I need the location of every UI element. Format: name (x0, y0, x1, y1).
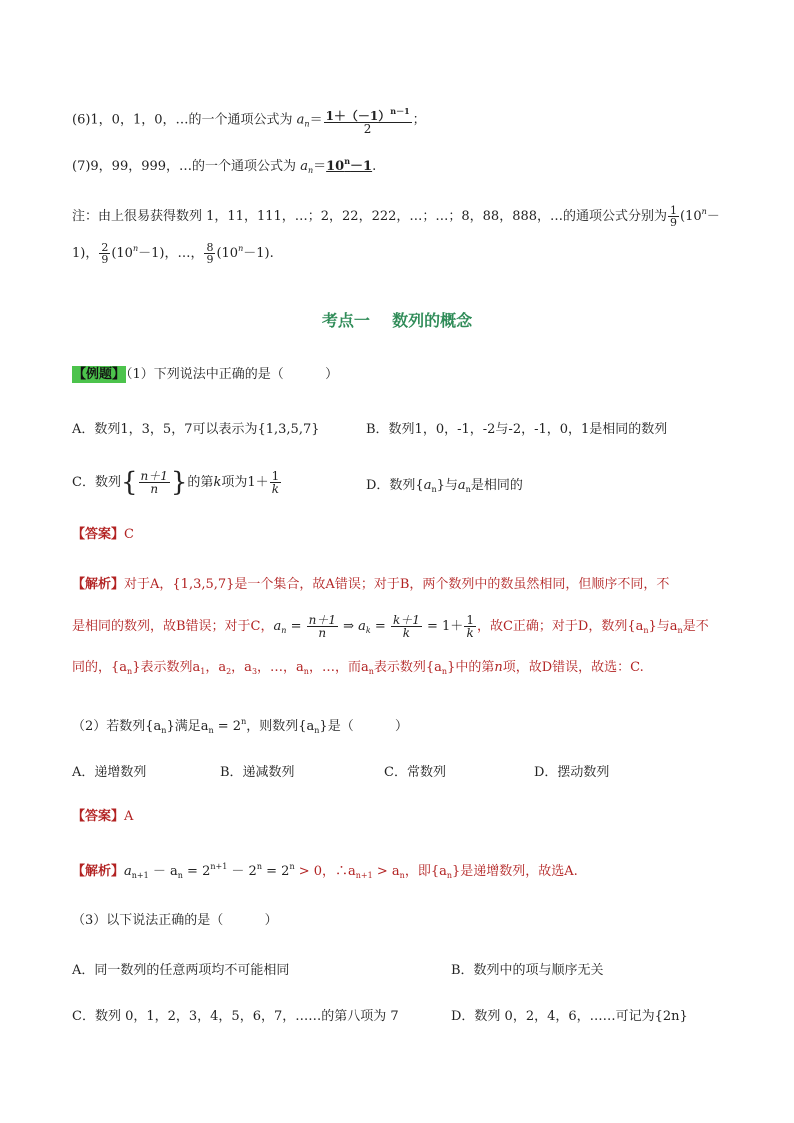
ex2-option-c: C．常数列 (384, 765, 446, 780)
answer-value: C (124, 527, 134, 542)
option-b: B．数列1，0，-1，-2与-2，-1，0，1是相同的数列 (366, 422, 668, 437)
fraction-denominator: 2 (363, 122, 372, 136)
question-text: （1）下列说法中正确的是（ ） (126, 367, 339, 382)
explanation-1-line-3: 同的，$\{a_n\}$表示数列$a_1$，$a_2$，$a_3$，…，$a_n$，…，而$a_n$表示数列$\{a_n\}$中的第n项，故D错误，故选：C. (72, 660, 644, 676)
line-6-text: (6)1，0，1，0，…的一个通项公式为 (72, 112, 297, 128)
subscript: n (307, 166, 314, 175)
fraction: $\frac{n+1}{n}$ (140, 469, 168, 496)
fraction: $\frac{2}{9}$ (101, 241, 109, 266)
ex2-option-a: A．递增数列 (72, 765, 147, 780)
answer-label: 【答案】 (72, 809, 125, 824)
fraction (324, 105, 412, 135)
subscript: n (304, 119, 310, 129)
answer-1 (72, 526, 134, 544)
exponent: n－1 (390, 106, 410, 116)
fraction: $\frac{1}{k}$ (271, 469, 280, 496)
ex2-option-d: D．摆动数列 (534, 765, 610, 780)
explanation-1-line-2: 是相同的数列，故B错误；对于C，$a_n$ = $\frac{n+1}{n}$ ⇒ $a_k$ = $\frac{k+1}{k}$ = 1＋ $\frac{1}{k}$ ，故C正确；对于D，数列$\{a_n\}$与$a_n$是不 (72, 613, 709, 640)
option-c: C．数列{ $\frac{n+1}{n}$ }的第k项为1＋ $\frac{1}{k}$ (72, 467, 280, 498)
example-1-question (72, 366, 338, 384)
fraction: $\frac{8}{9}$ (206, 241, 214, 266)
a-symbol: a (300, 159, 308, 174)
answer-value: A (124, 809, 134, 824)
option-a: A．数列1，3，5，7可以表示为{1,3,5,7} (72, 422, 320, 437)
section-heading: 考点一 数列的概念 (321, 311, 473, 330)
note-line-1: 注：由上很易获得数列 1，11，111，…；2，22，222，…；…；8，88，888，…的通项公式分别为 $\frac{1}{9}$ ($10^n-$ (72, 204, 720, 229)
explanation-1-line-1: 【解析】对于A，{1,3,5,7}是一个集合，故A错误；对于B，两个数列中的数虽然相同，但顺序不同，不 (72, 577, 670, 592)
line-6 (72, 105, 426, 135)
formula: $10^n-1$ (326, 156, 373, 174)
equals: ＝ (309, 112, 323, 128)
ex3-option-d: D．数列 0，2，4，6，……可记为{2n} (451, 1009, 688, 1024)
note-text: 注：由上很易获得数列 1，11，111，…；2，22，222，…；…；8，88，888，…的通项公式分别为 (72, 209, 668, 224)
a-symbol: a (296, 112, 305, 128)
line-7 (72, 152, 376, 180)
example-2-question: （2）若数列$\{a_n\}$满足$a_n = 2^n$，则数列$\{a_n\}$是（ ） (72, 717, 409, 735)
punct: ； (412, 112, 426, 128)
fraction: $\frac{1}{9}$ (670, 204, 678, 229)
ex3-option-a: A．同一数列的任意两项均不可能相同 (72, 963, 290, 978)
answer-label: 【答案】 (72, 527, 125, 542)
ex3-option-c: C．数列 0，1，2，3，4，5，6，7，……的第八项为 7 (72, 1009, 399, 1024)
explanation-2: 【解析】$a_{n+1} - a_n = 2^{n+1} - 2^n = 2^n > 0$，$\therefore a_{n+1} > a_n$，即$\{a_n\}$是递增数列，故选A. (72, 862, 578, 880)
punct: . (372, 159, 377, 174)
example-tag: 【例题】 (73, 367, 126, 382)
equals: ＝ (313, 159, 327, 174)
explanation-label: 【解析】 (72, 577, 125, 592)
note-line-2: 1)， $\frac{2}{9}$ $(10^n-1)$，…， $\frac{8}{9}$ $(10^n-1)$. (72, 241, 274, 266)
answer-2 (72, 808, 133, 826)
ex3-option-b: B．数列中的项与顺序无关 (451, 963, 604, 978)
example-3-question: （3）以下说法正确的是（ ） (72, 913, 278, 928)
ex2-option-b: B．递减数列 (220, 765, 295, 780)
explanation-label: 【解析】 (72, 864, 125, 879)
option-d: D．数列$\{a_n\}$与$a_n$是相同的 (366, 478, 523, 494)
fraction-numerator: 1＋（－1） (325, 109, 391, 123)
line-7-text: (7)9，99，999，…的一个通项公式为 (72, 159, 301, 174)
